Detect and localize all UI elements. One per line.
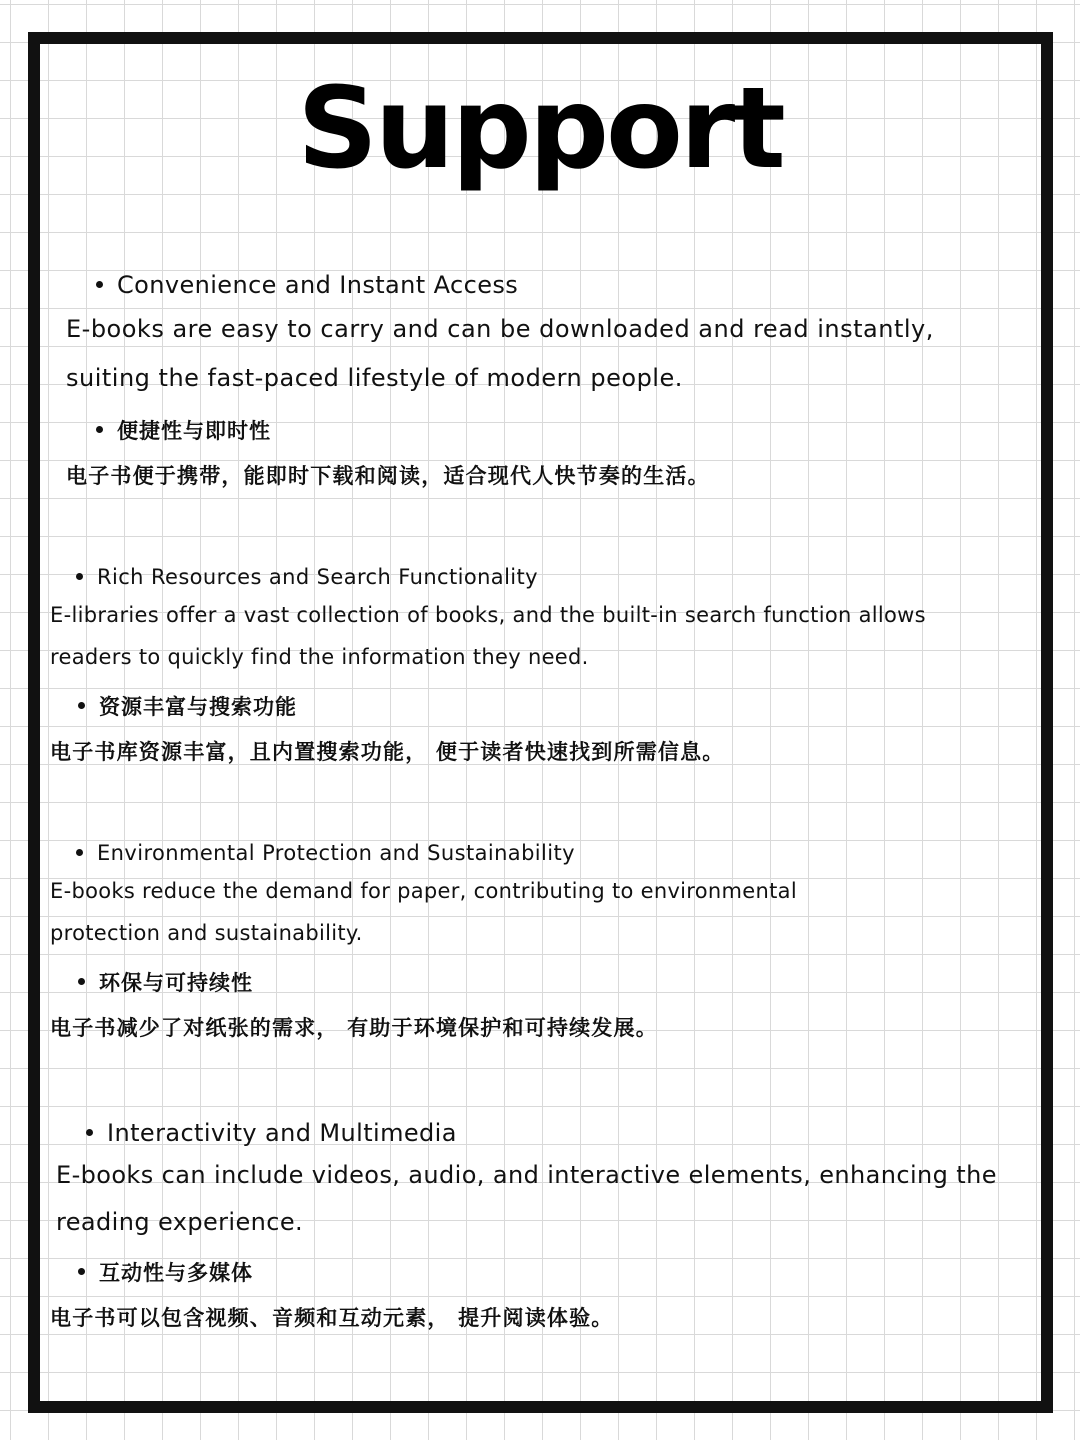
section-1-zh-body: 电子书便于携带，能即时下载和阅读，适合现代人快节奏的生活。 (66, 464, 710, 488)
section-4-en-body-line-1: E-books can include videos, audio, and interactive elements, enhancing the (56, 1161, 997, 1189)
page-frame (28, 32, 1053, 1413)
section-1-zh-heading: 便捷性与即时性 (96, 414, 271, 445)
bullet-icon (76, 573, 83, 580)
bullet-icon (78, 978, 85, 985)
section-3-en-body-line-2: protection and sustainability. (50, 921, 363, 945)
bullet-icon (78, 1268, 85, 1275)
section-2-en-body-line-1: E-libraries offer a vast collection of books, and the built-in search function allows (50, 603, 926, 627)
section-4-zh-heading: 互动性与多媒体 (78, 1256, 253, 1287)
section-2-en-heading: Rich Resources and Search Functionality (76, 561, 538, 589)
section-3-zh-body: 电子书减少了对纸张的需求， 有助于环境保护和可持续发展。 (50, 1016, 658, 1040)
section-2-zh-heading: 资源丰富与搜索功能 (78, 690, 297, 721)
section-1-en-body-line-2: suiting the fast-paced lifestyle of modern people. (66, 364, 683, 392)
page-title: Support (297, 64, 783, 194)
section-1-en-body-line-1: E-books are easy to carry and can be downloaded and read instantly, (66, 315, 934, 343)
section-3-zh-heading: 环保与可持续性 (78, 966, 253, 997)
section-3-en-heading: Environmental Protection and Sustainability (76, 837, 575, 865)
section-2-en-body-line-2: readers to quickly find the information they need. (50, 645, 589, 669)
bullet-icon (86, 1129, 93, 1136)
bullet-icon (96, 281, 103, 288)
section-4-en-heading: Interactivity and Multimedia (86, 1114, 457, 1147)
section-4-zh-body: 电子书可以包含视频、音频和互动元素， 提升阅读体验。 (50, 1306, 614, 1330)
bullet-icon (78, 702, 85, 709)
section-3-en-body-line-1: E-books reduce the demand for paper, contributing to environmental (50, 879, 797, 903)
bullet-icon (76, 849, 83, 856)
section-1-en-heading: Convenience and Instant Access (96, 266, 518, 299)
section-4-en-body-line-2: reading experience. (56, 1208, 304, 1236)
bullet-icon (96, 426, 103, 433)
section-2-zh-body: 电子书库资源丰富，且内置搜索功能， 便于读者快速找到所需信息。 (50, 740, 725, 764)
